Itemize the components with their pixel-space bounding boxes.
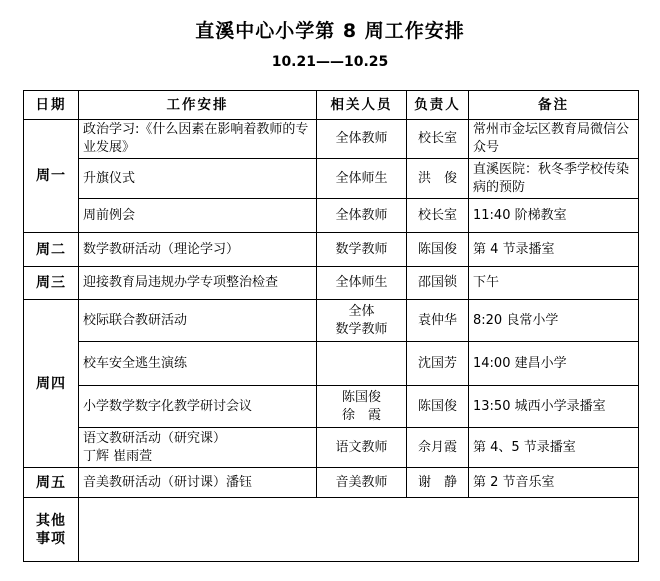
day-cell: 周五 xyxy=(24,468,79,498)
note-cell: 第 4 节录播室 xyxy=(469,233,639,267)
leader-cell: 佘月霞 xyxy=(407,428,469,468)
schedule-table xyxy=(23,90,639,562)
other-matters-cell xyxy=(79,498,639,562)
people-cell xyxy=(317,342,407,386)
leader-cell: 袁仲华 xyxy=(407,300,469,342)
leader-cell: 谢 静 xyxy=(407,468,469,498)
people-line: 陈国俊 xyxy=(341,389,381,405)
note-cell: 直溪医院：秋冬季学校传染病的预防 xyxy=(469,159,639,199)
task-cell xyxy=(79,428,317,468)
table-row xyxy=(24,428,639,468)
leader-cell: 陈国俊 xyxy=(407,233,469,267)
task-cell: 政治学习:《什么因素在影响着教师的专业发展》 xyxy=(79,120,317,159)
table-row xyxy=(24,498,639,562)
leader-cell: 陈国俊 xyxy=(407,386,469,428)
task-cell: 音美教研活动（研讨课）潘钰 xyxy=(79,468,317,498)
table-row xyxy=(24,199,639,233)
note-cell: 常州市金坛区教育局微信公众号 xyxy=(469,120,639,159)
task-cell: 校际联合教研活动 xyxy=(79,300,317,342)
people-cell xyxy=(317,300,407,342)
table-row xyxy=(24,386,639,428)
leader-cell: 沈国芳 xyxy=(407,342,469,386)
people-cell: 音美教师 xyxy=(317,468,407,498)
header-date: 日期 xyxy=(24,91,79,120)
task-cell: 迎接教育局违规办学专项整治检查 xyxy=(79,267,317,300)
header-people: 相关人员 xyxy=(317,91,407,120)
task-line: 语文教研活动（研究课） xyxy=(83,430,227,446)
header-leader: 负责人 xyxy=(407,91,469,120)
day-cell: 周一 xyxy=(24,120,79,233)
day-cell: 周三 xyxy=(24,267,79,300)
page-title: 直溪中心小学第 8 周工作安排 xyxy=(195,20,465,42)
header-task: 工作安排 xyxy=(79,91,317,120)
day-line: 其他 xyxy=(36,512,66,529)
table-row xyxy=(24,300,639,342)
table-row xyxy=(24,233,639,267)
leader-cell: 邵国锁 xyxy=(407,267,469,300)
people-line: 数学教师 xyxy=(335,321,388,337)
task-cell: 数学教研活动（理论学习） xyxy=(79,233,317,267)
note-cell: 8:20 良常小学 xyxy=(469,300,639,342)
header-note: 备注 xyxy=(469,91,639,120)
people-cell: 数学教师 xyxy=(317,233,407,267)
people-line: 全体 xyxy=(348,303,375,319)
header-row xyxy=(24,91,639,120)
people-cell xyxy=(317,386,407,428)
day-cell: 周二 xyxy=(24,233,79,267)
date-range: 10.21——10.25 xyxy=(271,54,389,70)
task-cell: 周前例会 xyxy=(79,199,317,233)
task-cell: 小学数学数字化教学研讨会议 xyxy=(79,386,317,428)
note-cell: 13:50 城西小学录播室 xyxy=(469,386,639,428)
day-cell: 周四 xyxy=(24,300,79,468)
table-row xyxy=(24,120,639,159)
leader-cell: 校长室 xyxy=(407,120,469,159)
leader-cell: 洪 俊 xyxy=(407,159,469,199)
task-cell: 升旗仪式 xyxy=(79,159,317,199)
note-cell: 11:40 阶梯教室 xyxy=(469,199,639,233)
people-cell: 全体教师 xyxy=(317,199,407,233)
note-cell: 第 2 节音乐室 xyxy=(469,468,639,498)
note-cell: 14:00 建昌小学 xyxy=(469,342,639,386)
table-row xyxy=(24,267,639,300)
people-cell: 全体师生 xyxy=(317,159,407,199)
people-cell: 语文教师 xyxy=(317,428,407,468)
day-cell xyxy=(24,498,79,562)
people-cell: 全体师生 xyxy=(317,267,407,300)
table-row xyxy=(24,159,639,199)
note-cell: 第 4、5 节录播室 xyxy=(469,428,639,468)
table-row xyxy=(24,468,639,498)
task-line: 丁辉 崔雨萱 xyxy=(83,448,153,464)
table-row xyxy=(24,342,639,386)
note-cell: 下午 xyxy=(469,267,639,300)
leader-cell: 校长室 xyxy=(407,199,469,233)
people-cell: 全体教师 xyxy=(317,120,407,159)
day-line: 事项 xyxy=(36,530,66,547)
task-cell: 校车安全逃生演练 xyxy=(79,342,317,386)
people-line: 徐 霞 xyxy=(341,407,381,423)
